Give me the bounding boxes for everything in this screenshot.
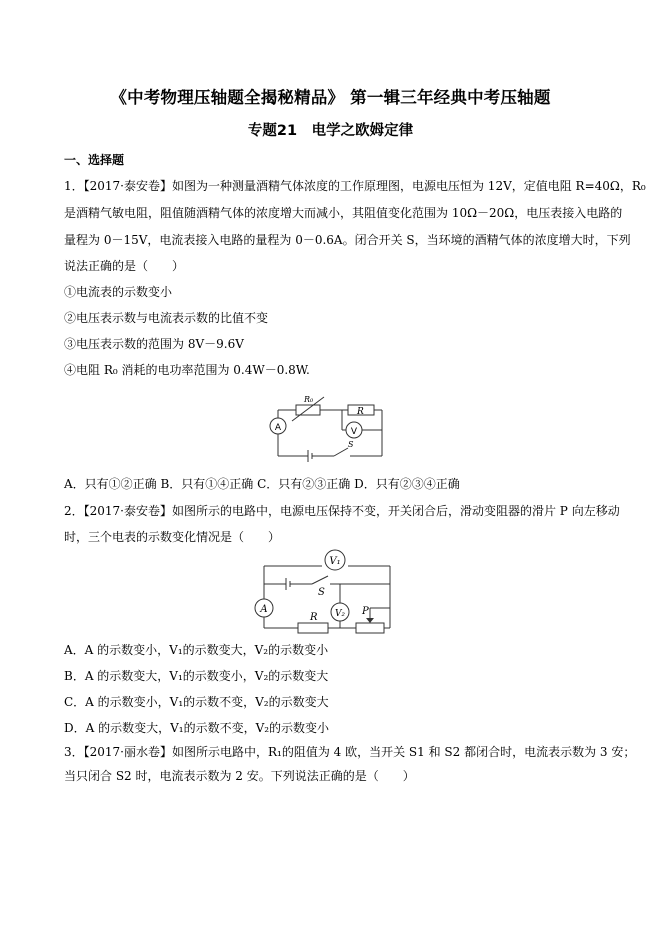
- q1-ammeter-label: A: [274, 423, 282, 433]
- q1-statement-4: ④电阻 R₀ 消耗的电功率范围为 0.4W－0.8W.: [64, 363, 310, 377]
- q1-line-4: 说法正确的是（ ）: [64, 259, 185, 273]
- q2-line-1: 2．【2017·泰安卷】如图所示的电路中，电源电压保持不变，开关闭合后，滑动变阻器的滑片 P 向左移动: [64, 504, 620, 518]
- q2-p-label: P: [362, 606, 369, 617]
- section-heading: 一、选择题: [64, 153, 125, 167]
- q2-option-c: C．A 的示数变小，V₁的示数不变，V₂的示数变大: [64, 695, 329, 709]
- q1-line-1: 1．【2017·泰安卷】如图为一种测量酒精气体浓度的工作原理图，电源电压恒为 12V，定值电阻 R=40Ω，R₀: [64, 179, 646, 193]
- q1-circuit-diagram: [268, 388, 393, 462]
- q1-voltmeter-label: V: [350, 427, 358, 437]
- q2-option-d: D．A 的示数变大，V₁的示数不变，V₂的示数变小: [64, 721, 330, 735]
- q1-statement-1: ①电流表的示数变小: [64, 285, 173, 299]
- q1-statement-3: ③电压表示数的范围为 8V－9.6V: [64, 337, 244, 351]
- q2-r-label: R: [310, 612, 318, 623]
- q2-ammeter-label: A: [260, 604, 268, 615]
- q2-option-a: A．A 的示数变小，V₁的示数变大，V₂的示数变小: [64, 643, 329, 657]
- q1-statement-2: ②电压表示数与电流表示数的比值不变: [64, 311, 269, 325]
- q1-switch-label: S: [348, 440, 354, 449]
- q1-r0-label: R₀: [304, 395, 314, 404]
- q2-line-2: 时，三个电表的示数变化情况是（ ）: [64, 530, 281, 544]
- q1-line-2: 是酒精气敏电阻，阻值随酒精气体的浓度增大而减小，其阻值变化范围为 10Ω－20Ω，电压表接入电路的: [64, 206, 623, 220]
- q2-option-b: B．A 的示数变大，V₁的示数变小，V₂的示数变大: [64, 669, 329, 683]
- topic-subtitle: 专题21 电学之欧姆定律: [247, 123, 414, 139]
- q1-line-3: 量程为 0－15V，电流表接入电路的量程为 0－0.6A。闭合开关 S，当环境的酒精气体的浓度增大时，下列: [64, 233, 631, 247]
- q3-line-1: 3．【2017·丽水卷】如图所示电路中，R₁的阻值为 4 欧，当开关 S1 和 S2 都闭合时，电流表示数为 3 安；: [64, 745, 636, 759]
- q2-v2-label: V₂: [334, 609, 346, 619]
- q2-v1-label: V₁: [329, 556, 341, 567]
- q2-circuit-diagram: [238, 548, 400, 638]
- q1-r-label: R: [357, 407, 364, 417]
- document-title: 《中考物理压轴题全揭秘精品》 第一辑三年经典中考压轴题: [110, 88, 551, 107]
- q1-options: A．只有①②正确 B．只有①④正确 C．只有②③正确 D．只有②③④正确: [64, 477, 460, 491]
- q2-switch-label: S: [318, 587, 325, 598]
- q3-line-2: 当只闭合 S2 时，电流表示数为 2 安。下列说法正确的是（ ）: [64, 769, 415, 783]
